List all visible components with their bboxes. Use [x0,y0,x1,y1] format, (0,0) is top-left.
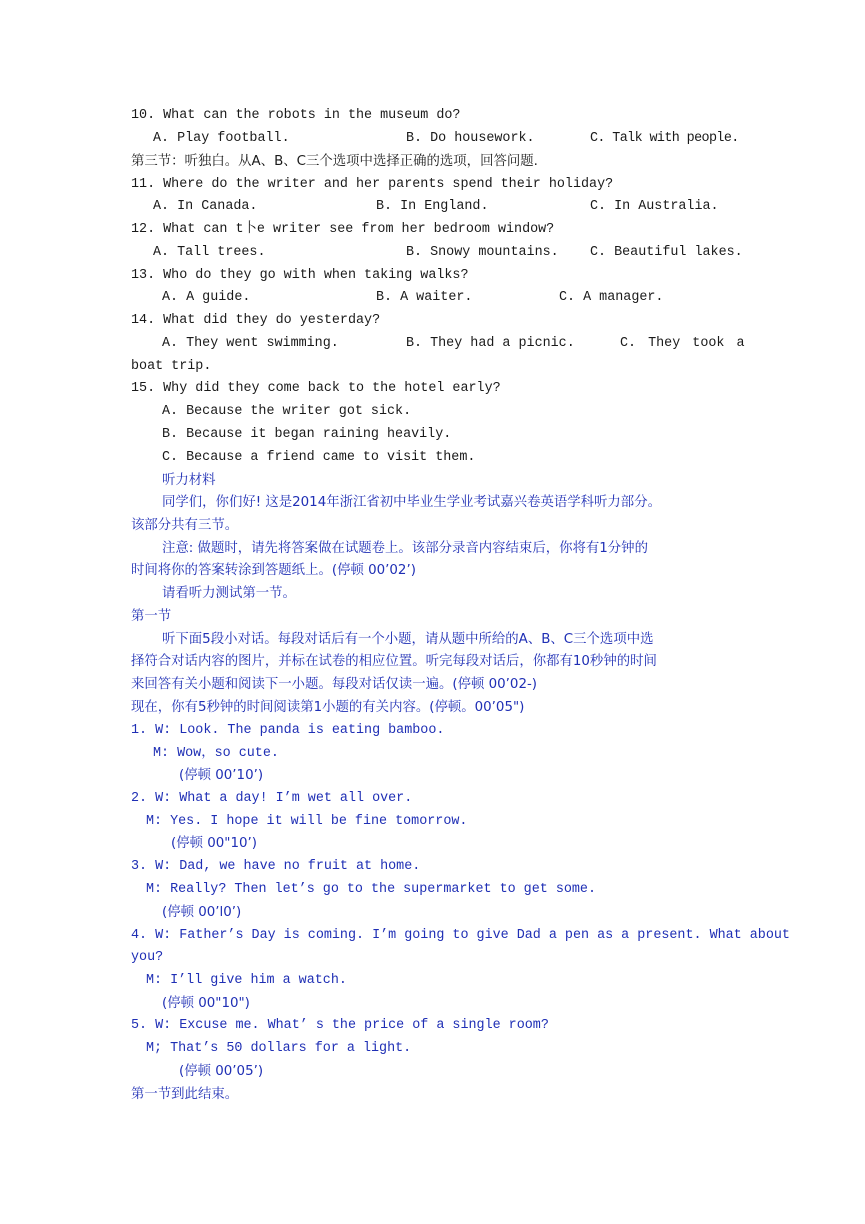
script-look-section-1: 请看听力测试第一节。 [162,586,296,601]
question-13-option-b: B. A waiter. [376,290,473,305]
script-section-1-title: 第一节 [131,609,172,624]
question-15-option-a: A. Because the writer got sick. [162,404,412,419]
dialogue-4-man: M: I’ll give him a watch. [146,973,347,988]
question-14-stem: 14. What did they do yesterday? [131,313,381,328]
dialogue-4-woman: 4. W: Father’s Day is coming. I’m going to give Dad a pen as a present. What about [131,928,790,943]
question-13-option-a: A. A guide. [162,290,251,305]
question-11-option-a: A. In Canada. [153,199,258,214]
section-3-heading: 第三节：听独白。从A、B、C三个选项中选择正确的选项，回答问题. [131,154,538,169]
dialogue-4-woman-continued: you? [131,950,164,965]
script-intro-line-2: 该部分共有三节。 [131,518,239,533]
question-13-stem: 13. Who do they go with when taking walks? [131,268,469,283]
question-10-option-c: C. Talk with people. [590,131,739,146]
dialogue-1-man: M: Wow，so cute. [153,746,279,761]
question-11-stem: 11. Where do the writer and her parents spend their holiday? [131,177,614,192]
question-14-option-c-continued: boat trip. [131,359,212,374]
script-note-line-1: 注意: 做题时，请先将答案做在试题卷上。该部分录音内容结束后，你将有1分钟的 [162,541,648,556]
question-15-option-c: C. Because a friend came to visit them. [162,450,476,465]
script-instruction-line-2: 择符合对话内容的图片，并标在试卷的相应位置。听完每段对话后，你都有10秒钟的时间 [131,654,657,669]
dialogue-3-pause: (停顿 00’l0’) [162,905,242,920]
question-14-option-b: B. They had a picnic. [406,336,575,351]
script-instruction-line-3: 来回答有关小题和阅读下一小题。每段对话仅读一遍。(停顿 00’02-) [131,677,538,692]
question-10-option-a: A. Play football. [153,131,290,146]
question-12-option-b: B. Snowy mountains. [406,245,559,260]
question-11-option-c: C. In Australia. [590,199,719,214]
dialogue-3-man: M: Really? Then let’s go to the supermarket to get some. [146,882,596,897]
question-11-option-b: B. In England. [376,199,489,214]
question-14-option-c: C. They took a [620,336,745,351]
dialogue-2-woman: 2. W: What a day! I’m wet all over. [131,791,413,806]
dialogue-5-man: M; That’s 50 dollars for a light. [146,1041,412,1056]
script-intro-line-1: 同学们，你们好! 这是2014年浙江省初中毕业生学业考试嘉兴卷英语学科听力部分。 [162,495,661,510]
question-12-stem: 12. What can t卜e writer see from her bedroom window? [131,222,555,237]
question-12-option-a: A. Tall trees. [153,245,266,260]
script-note-line-2: 时间将你的答案转涂到答题纸上。(停顿 00’02’) [131,563,416,578]
script-reading-time: 现在，你有5秒钟的时间阅读第1小题的有关内容。(停顿。00’05") [131,700,525,715]
dialogue-4-pause: (停顿 00"10") [162,996,250,1011]
dialogue-1-pause: (停顿 00’10’) [179,768,264,783]
section-1-end: 第一节到此结束。 [131,1087,239,1102]
script-instruction-line-1: 听下面5段小对话。每段对话后有一个小题，请从题中所给的A、B、C三个选项中选 [162,632,654,647]
dialogue-2-pause: (停顿 00"10’) [171,836,257,851]
question-13-option-c: C. A manager. [559,290,664,305]
question-10-stem: 10. What can the robots in the museum do? [131,108,461,123]
question-15-option-b: B. Because it began raining heavily. [162,427,452,442]
question-15-stem: 15. Why did they come back to the hotel early? [131,381,501,396]
question-10-option-b: B. Do housework. [406,131,535,146]
question-14-option-a: A. They went swimming. [162,336,339,351]
dialogue-1-woman: 1. W: Look. The panda is eating bamboo. [131,723,445,738]
dialogue-2-man: M: Yes. I hope it will be fine tomorrow. [146,814,468,829]
dialogue-3-woman: 3. W: Dad, we have no fruit at home. [131,859,421,874]
dialogue-5-woman: 5. W: Excuse me. What’ s the price of a single room? [131,1018,549,1033]
script-heading: 听力材料 [162,473,216,488]
dialogue-5-pause: (停顿 00’05’) [179,1064,264,1079]
question-12-option-c: C. Beautiful lakes. [590,245,743,260]
